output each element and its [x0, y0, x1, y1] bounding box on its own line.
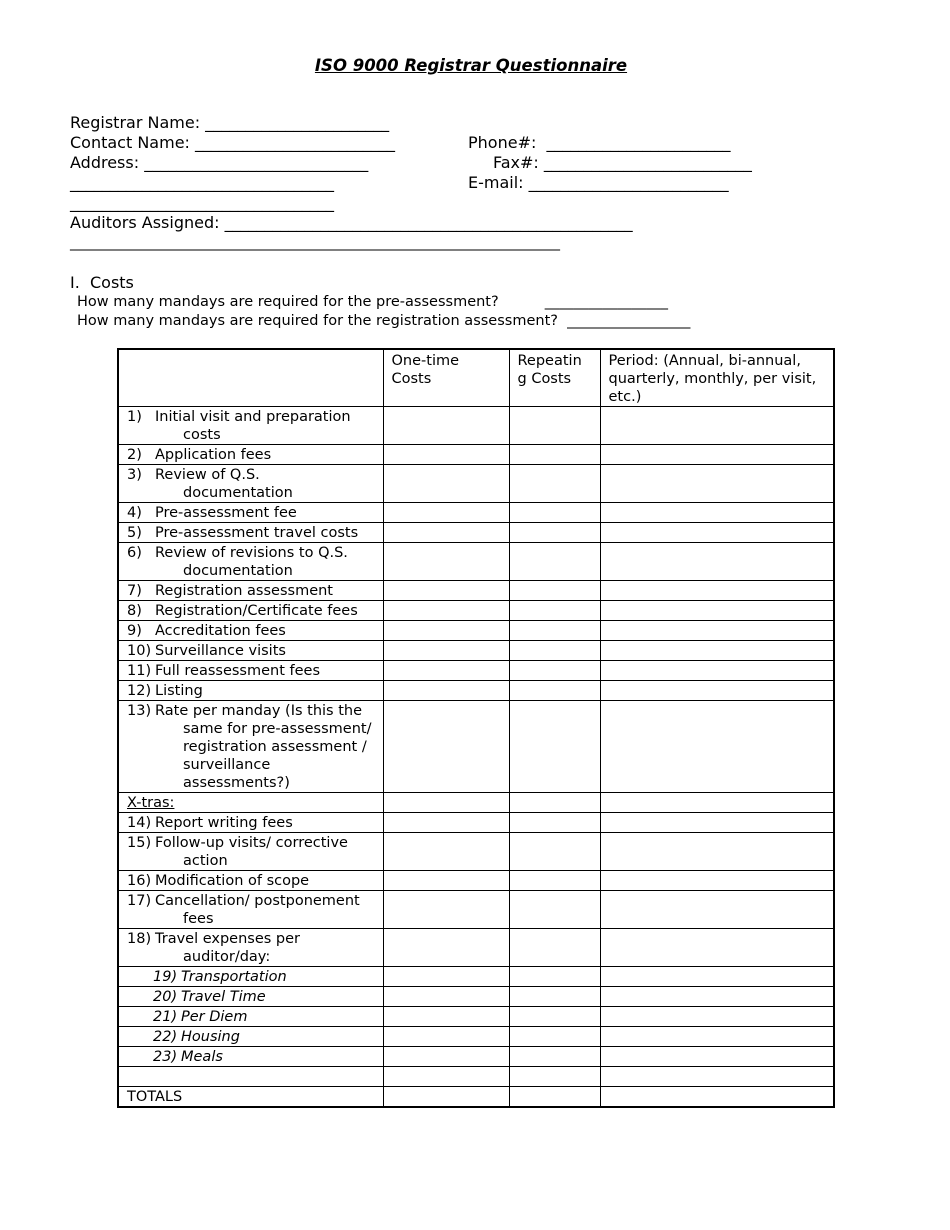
- header-period: Period: (Annual, bi-annual, quarterly, monthly, per visit, etc.): [600, 349, 834, 407]
- row-number: 12): [127, 683, 152, 699]
- costs-heading: I. Costs: [70, 273, 134, 292]
- period-cell[interactable]: [600, 929, 834, 967]
- row-number: 19): [153, 969, 178, 985]
- repeating-cost-cell[interactable]: [509, 601, 600, 621]
- auditors-assigned-field[interactable]: Auditors Assigned: ___________________________________________________: [70, 213, 633, 232]
- one-time-cost-cell[interactable]: [383, 701, 509, 793]
- row-item-text: Rate per manday (Is this the same for pre-assessment/ registration assessment / surveillance assessments?): [155, 703, 372, 791]
- row-label: [118, 871, 383, 891]
- repeating-cost-cell[interactable]: [509, 661, 600, 681]
- repeating-cost-cell[interactable]: [509, 681, 600, 701]
- period-cell[interactable]: [600, 813, 834, 833]
- row-label: [118, 581, 383, 601]
- row-label: [118, 701, 383, 793]
- repeating-cost-cell[interactable]: [509, 621, 600, 641]
- row-label: [118, 1007, 383, 1027]
- xtras-label: X-tras:: [118, 793, 383, 813]
- repeating-cost-cell[interactable]: [509, 543, 600, 581]
- row-item-text: Registration assessment: [155, 583, 333, 599]
- row-number: 2): [127, 447, 142, 463]
- row-number: 4): [127, 505, 142, 521]
- table-row: [118, 1087, 834, 1108]
- row-label: [118, 465, 383, 503]
- table-row: [118, 813, 834, 833]
- repeating-cost-cell[interactable]: [509, 967, 600, 987]
- address-field[interactable]: Address: ____________________________: [70, 153, 369, 172]
- blank-row-label: [118, 1067, 383, 1087]
- row-number: 1): [127, 409, 142, 425]
- totals-label: TOTALS: [118, 1087, 383, 1108]
- row-item-text: Initial visit and preparation costs: [155, 409, 351, 443]
- row-item-text: Review of Q.S. documentation: [155, 467, 293, 501]
- phone-field[interactable]: Phone#: _______________________: [468, 133, 731, 152]
- period-cell[interactable]: [600, 967, 834, 987]
- row-item-text: Accreditation fees: [155, 623, 286, 639]
- one-time-cost-cell[interactable]: [383, 523, 509, 543]
- period-cell[interactable]: [600, 641, 834, 661]
- period-cell[interactable]: [600, 621, 834, 641]
- registrar-name-field[interactable]: Registrar Name: _______________________: [70, 113, 390, 132]
- table-row: [118, 661, 834, 681]
- row-item-text: Travel Time: [181, 989, 266, 1005]
- row-label: [118, 407, 383, 445]
- table-row: [118, 581, 834, 601]
- row-item-text: Report writing fees: [155, 815, 293, 831]
- period-cell[interactable]: [600, 1007, 834, 1027]
- row-item-text: Housing: [181, 1029, 240, 1045]
- table-header-row: [118, 349, 834, 407]
- repeating-cost-cell[interactable]: [509, 833, 600, 871]
- row-label: [118, 503, 383, 523]
- table-row: [118, 503, 834, 523]
- table-row: [118, 445, 834, 465]
- header-repeating-costs: Repeatin g Costs: [509, 349, 600, 407]
- address-line-2[interactable]: _________________________________: [70, 173, 334, 192]
- repeating-cost-cell[interactable]: [509, 701, 600, 793]
- row-label: [118, 967, 383, 987]
- period-cell[interactable]: [600, 987, 834, 1007]
- repeating-cost-cell[interactable]: [509, 503, 600, 523]
- table-row: [118, 833, 834, 871]
- repeating-cost-cell[interactable]: [509, 523, 600, 543]
- period-cell[interactable]: [600, 1047, 834, 1067]
- repeating-cost-cell[interactable]: [509, 1067, 600, 1087]
- table-row: [118, 793, 834, 813]
- row-item-text: Meals: [181, 1049, 223, 1065]
- one-time-cost-cell[interactable]: [383, 793, 509, 813]
- table-row: [118, 929, 834, 967]
- row-item-text: Modification of scope: [155, 873, 310, 889]
- row-number: 7): [127, 583, 142, 599]
- row-label: [118, 891, 383, 929]
- row-label: [118, 833, 383, 871]
- period-cell[interactable]: [600, 1087, 834, 1108]
- row-number: 5): [127, 525, 142, 541]
- row-number: 21): [153, 1009, 178, 1025]
- period-cell[interactable]: [600, 407, 834, 445]
- row-label: [118, 661, 383, 681]
- period-cell[interactable]: [600, 891, 834, 929]
- one-time-cost-cell[interactable]: [383, 871, 509, 891]
- row-item-text: Application fees: [155, 447, 272, 463]
- row-label: [118, 543, 383, 581]
- table-row: [118, 465, 834, 503]
- row-number: 17): [127, 893, 152, 909]
- one-time-cost-cell[interactable]: [383, 987, 509, 1007]
- one-time-cost-cell[interactable]: [383, 1047, 509, 1067]
- row-number: 22): [153, 1029, 178, 1045]
- period-cell[interactable]: [600, 465, 834, 503]
- table-row: [118, 891, 834, 929]
- row-label: [118, 929, 383, 967]
- page-title: ISO 9000 Registrar Questionnaire: [314, 56, 628, 75]
- one-time-cost-cell[interactable]: [383, 891, 509, 929]
- one-time-cost-cell[interactable]: [383, 1027, 509, 1047]
- email-field[interactable]: E-mail: _________________________: [468, 173, 729, 192]
- period-cell[interactable]: [600, 445, 834, 465]
- period-cell[interactable]: [600, 681, 834, 701]
- registration-mandays-question[interactable]: How many mandays are required for the registration assessment? _________________: [77, 313, 691, 329]
- row-label: [118, 1027, 383, 1047]
- repeating-cost-cell[interactable]: [509, 987, 600, 1007]
- repeating-cost-cell[interactable]: [509, 465, 600, 503]
- one-time-cost-cell[interactable]: [383, 581, 509, 601]
- table-row: [118, 601, 834, 621]
- one-time-cost-cell[interactable]: [383, 1087, 509, 1108]
- row-item-text: Listing: [155, 683, 203, 699]
- table-row: [118, 967, 834, 987]
- row-item-text: Follow-up visits/ corrective action: [155, 835, 348, 869]
- row-label: [118, 445, 383, 465]
- row-item-text: Pre-assessment travel costs: [155, 525, 359, 541]
- table-row: [118, 1027, 834, 1047]
- row-number: 23): [153, 1049, 178, 1065]
- repeating-cost-cell[interactable]: [509, 793, 600, 813]
- repeating-cost-cell[interactable]: [509, 1007, 600, 1027]
- row-number: 18): [127, 931, 152, 947]
- repeating-cost-cell[interactable]: [509, 641, 600, 661]
- one-time-cost-cell[interactable]: [383, 543, 509, 581]
- auditors-line-2[interactable]: ______________________________________________________________________: [70, 235, 560, 251]
- contact-name-field[interactable]: Contact Name: _________________________: [70, 133, 396, 152]
- one-time-cost-cell[interactable]: [383, 407, 509, 445]
- row-label: [118, 1047, 383, 1067]
- repeating-cost-cell[interactable]: [509, 407, 600, 445]
- row-item-text: Surveillance visits: [155, 643, 286, 659]
- period-cell[interactable]: [600, 701, 834, 793]
- table-row: [118, 987, 834, 1007]
- row-item-text: Review of revisions to Q.S. documentation: [155, 545, 348, 579]
- period-cell[interactable]: [600, 543, 834, 581]
- one-time-cost-cell[interactable]: [383, 833, 509, 871]
- period-cell[interactable]: [600, 793, 834, 813]
- row-label: [118, 681, 383, 701]
- one-time-cost-cell[interactable]: [383, 445, 509, 465]
- table-row: [118, 1047, 834, 1067]
- period-cell[interactable]: [600, 503, 834, 523]
- row-item-text: Pre-assessment fee: [155, 505, 297, 521]
- row-item-text: Registration/Certificate fees: [155, 603, 358, 619]
- repeating-cost-cell[interactable]: [509, 445, 600, 465]
- one-time-cost-cell[interactable]: [383, 621, 509, 641]
- one-time-cost-cell[interactable]: [383, 813, 509, 833]
- row-label: [118, 813, 383, 833]
- table-row: [118, 621, 834, 641]
- table-row: [118, 641, 834, 661]
- repeating-cost-cell[interactable]: [509, 929, 600, 967]
- row-item-text: Cancellation/ postponement fees: [155, 893, 360, 927]
- row-label: [118, 621, 383, 641]
- table-row: [118, 407, 834, 445]
- period-cell[interactable]: [600, 661, 834, 681]
- one-time-cost-cell[interactable]: [383, 661, 509, 681]
- repeating-cost-cell[interactable]: [509, 871, 600, 891]
- period-cell[interactable]: [600, 523, 834, 543]
- repeating-cost-cell[interactable]: [509, 581, 600, 601]
- row-label: [118, 987, 383, 1007]
- row-label: [118, 601, 383, 621]
- table-row: [118, 1067, 834, 1087]
- one-time-cost-cell[interactable]: [383, 503, 509, 523]
- period-cell[interactable]: [600, 833, 834, 871]
- row-number: 13): [127, 703, 152, 719]
- period-cell[interactable]: [600, 581, 834, 601]
- one-time-cost-cell[interactable]: [383, 465, 509, 503]
- costs-table: [117, 348, 835, 1108]
- row-item-text: Transportation: [181, 969, 287, 985]
- period-cell[interactable]: [600, 601, 834, 621]
- table-row: [118, 871, 834, 891]
- repeating-cost-cell[interactable]: [509, 1047, 600, 1067]
- row-number: 9): [127, 623, 142, 639]
- pre-assessment-mandays-question[interactable]: How many mandays are required for the pre-assessment? _________________: [77, 294, 669, 310]
- table-row: [118, 701, 834, 793]
- period-cell[interactable]: [600, 871, 834, 891]
- one-time-cost-cell[interactable]: [383, 929, 509, 967]
- address-line-3[interactable]: _________________________________: [70, 193, 334, 212]
- row-item-text: Travel expenses per auditor/day:: [155, 931, 300, 965]
- repeating-cost-cell[interactable]: [509, 1027, 600, 1047]
- period-cell[interactable]: [600, 1027, 834, 1047]
- header-item: [118, 349, 383, 407]
- row-number: 16): [127, 873, 152, 889]
- row-number: 3): [127, 467, 142, 483]
- one-time-cost-cell[interactable]: [383, 641, 509, 661]
- one-time-cost-cell[interactable]: [383, 681, 509, 701]
- one-time-cost-cell[interactable]: [383, 1067, 509, 1087]
- row-number: 14): [127, 815, 152, 831]
- row-number: 11): [127, 663, 152, 679]
- row-item-text: Full reassessment fees: [155, 663, 321, 679]
- period-cell[interactable]: [600, 1067, 834, 1087]
- fax-field[interactable]: Fax#: __________________________: [493, 153, 752, 172]
- row-number: 20): [153, 989, 178, 1005]
- table-row: [118, 681, 834, 701]
- row-label: [118, 523, 383, 543]
- table-row: [118, 543, 834, 581]
- table-row: [118, 523, 834, 543]
- row-label: [118, 641, 383, 661]
- repeating-cost-cell[interactable]: [509, 813, 600, 833]
- row-number: 6): [127, 545, 142, 561]
- row-number: 8): [127, 603, 142, 619]
- one-time-cost-cell[interactable]: [383, 1007, 509, 1027]
- row-number: 10): [127, 643, 152, 659]
- one-time-cost-cell[interactable]: [383, 601, 509, 621]
- one-time-cost-cell[interactable]: [383, 967, 509, 987]
- repeating-cost-cell[interactable]: [509, 891, 600, 929]
- row-number: 15): [127, 835, 152, 851]
- repeating-cost-cell[interactable]: [509, 1087, 600, 1108]
- row-item-text: Per Diem: [181, 1009, 248, 1025]
- table-row: [118, 1007, 834, 1027]
- header-one-time-costs: One-time Costs: [383, 349, 509, 407]
